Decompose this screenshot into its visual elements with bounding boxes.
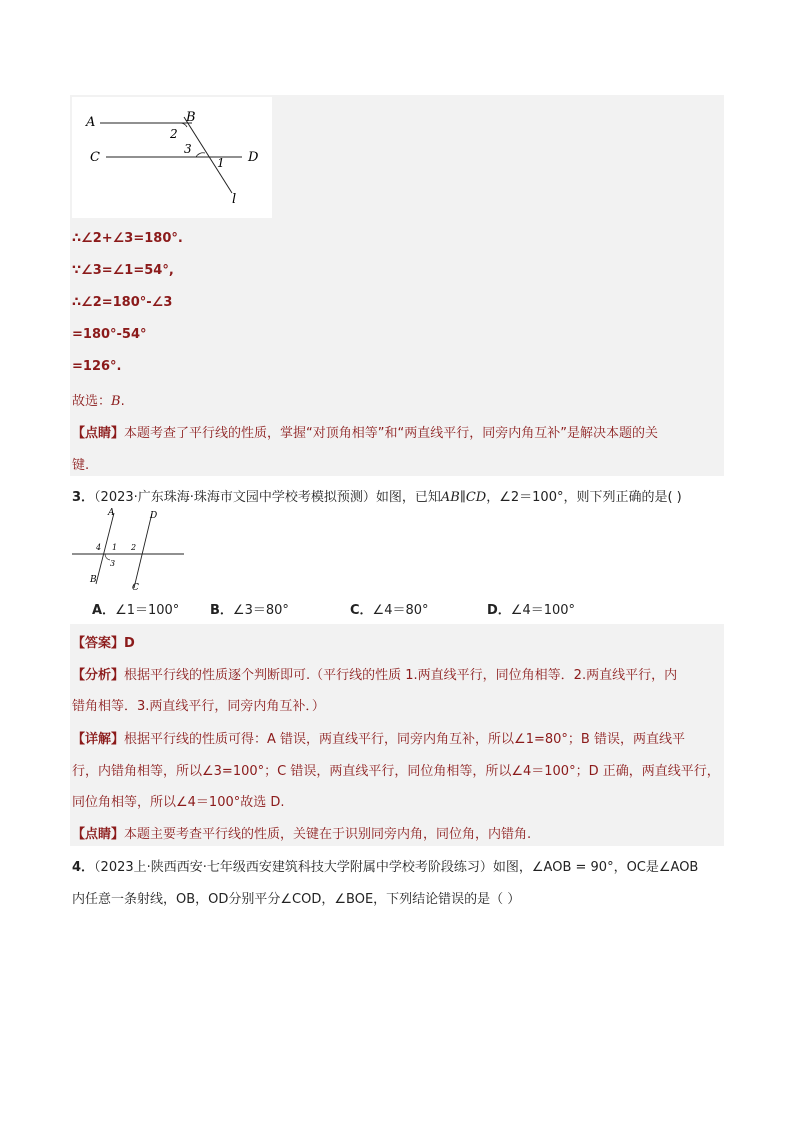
question-3-end: ) [672, 490, 682, 505]
analysis-line-1 [72, 664, 677, 683]
answer-line [72, 632, 135, 651]
question-3-condition: AB∥CD [440, 490, 487, 505]
option-a-text: ∠1＝100° [115, 603, 180, 618]
answer-value: D [124, 636, 135, 651]
option-c[interactable] [350, 599, 429, 618]
question-4-line-2: 内任意一条射线，OB，OD分别平分∠COD，∠BOE，下列结论错误的是（ ） [72, 892, 521, 907]
detail-tag: 【详解】 [72, 732, 125, 747]
question-3-stem [72, 486, 682, 505]
label-D: D [248, 150, 259, 165]
comment-1-line-1 [72, 422, 658, 441]
label-C: C [90, 150, 100, 165]
angle-label-3: 3 [184, 142, 192, 156]
question-4-text-1: （2023上·陕西西安·七年级西安建筑科技大学附属中学校考阶段练习）如图，∠AOB = 90°，OC是∠AOB [94, 860, 699, 875]
solution-line-1: ∴∠2+∠3=180°. [72, 231, 183, 246]
solution-line-2: ∵∠3=∠1=54°, [72, 263, 174, 278]
detail-text-1: 根据平行线的性质可得：A 错误，两直线平行，同旁内角互补，所以∠1=80°；B 错误，两直线平 [124, 732, 685, 747]
detail-line-2: 行，内错角相等，所以∠3=100°；C 错误，两直线平行，同位角相等，所以∠4＝100°；D 正确，两直线平行， [72, 764, 720, 779]
choice-letter: B [111, 394, 121, 409]
option-d-text: ∠4＝100° [510, 603, 576, 618]
fig2-angle-2: 2 [131, 543, 137, 552]
fig2-label-A: A [108, 508, 115, 518]
comment-2-tag: 【点睛】 [72, 827, 125, 842]
angle-label-1: 1 [217, 156, 225, 170]
question-3-number: 3． [72, 490, 95, 505]
choice-text: 故选： [72, 394, 112, 409]
analysis-text-1: 根据平行线的性质逐个判断即可.（平行线的性质 1.两直线平行，同位角相等．2.两直线平行，内 [124, 668, 678, 683]
answer-tag: 【答案】 [72, 636, 125, 651]
option-d-key: D． [487, 603, 511, 618]
comment-tag: 【点睛】 [72, 426, 125, 441]
option-b[interactable] [210, 599, 289, 618]
question-4-number: 4． [72, 860, 95, 875]
option-c-text: ∠4＝80° [372, 603, 429, 618]
solution-line-3: ∴∠2=180°-∠3 [72, 295, 173, 310]
analysis-tag: 【分析】 [72, 668, 125, 683]
comment-text: 本题考查了平行线的性质，掌握“对顶角相等”和“两直线平行，同旁内角互补”是解决本题的关 [124, 426, 658, 441]
fig2-angle-1: 1 [112, 543, 118, 552]
parallel-lines-figure-2 [72, 508, 186, 592]
option-b-key: B． [210, 603, 233, 618]
fig2-label-C: C [132, 583, 139, 592]
parallel-lines-figure-1 [72, 97, 272, 218]
option-a-key: A． [92, 603, 116, 618]
analysis-line-2: 错角相等．3.两直线平行，同旁内角互补．） [72, 699, 325, 714]
question-4-line-1 [72, 856, 698, 875]
angle-label-2: 2 [170, 127, 178, 141]
fig2-angle-3: 3 [110, 559, 116, 568]
label-l: l [232, 192, 237, 207]
comment-1-line-2: 键. [72, 458, 90, 473]
solution-choice-line [72, 390, 125, 409]
detail-line-1 [72, 728, 685, 747]
option-a[interactable] [92, 599, 179, 618]
solution-line-5: =126°. [72, 359, 122, 374]
label-A: A [86, 115, 96, 130]
fig2-angle-4: 4 [96, 543, 102, 552]
option-b-text: ∠3＝80° [232, 603, 289, 618]
option-c-key: C． [350, 603, 373, 618]
fig2-label-B: B [90, 575, 97, 585]
detail-line-3: 同位角相等，所以∠4＝100°故选 D. [72, 795, 285, 810]
question-3-source: （2023·广东珠海·珠海市文园中学校考模拟预测）如图，已知 [94, 490, 441, 505]
comment-2-line [72, 823, 531, 842]
fig2-label-D: D [150, 511, 158, 521]
choice-period: . [120, 394, 125, 409]
label-B: B [186, 110, 196, 125]
option-d[interactable] [487, 599, 575, 618]
question-3-mid: ，∠2＝100°，则下列正确的是( [486, 490, 673, 505]
comment-2-text: 本题主要考查平行线的性质，关键在于识别同旁内角，同位角，内错角. [124, 827, 532, 842]
solution-line-4: =180°-54° [72, 327, 147, 342]
